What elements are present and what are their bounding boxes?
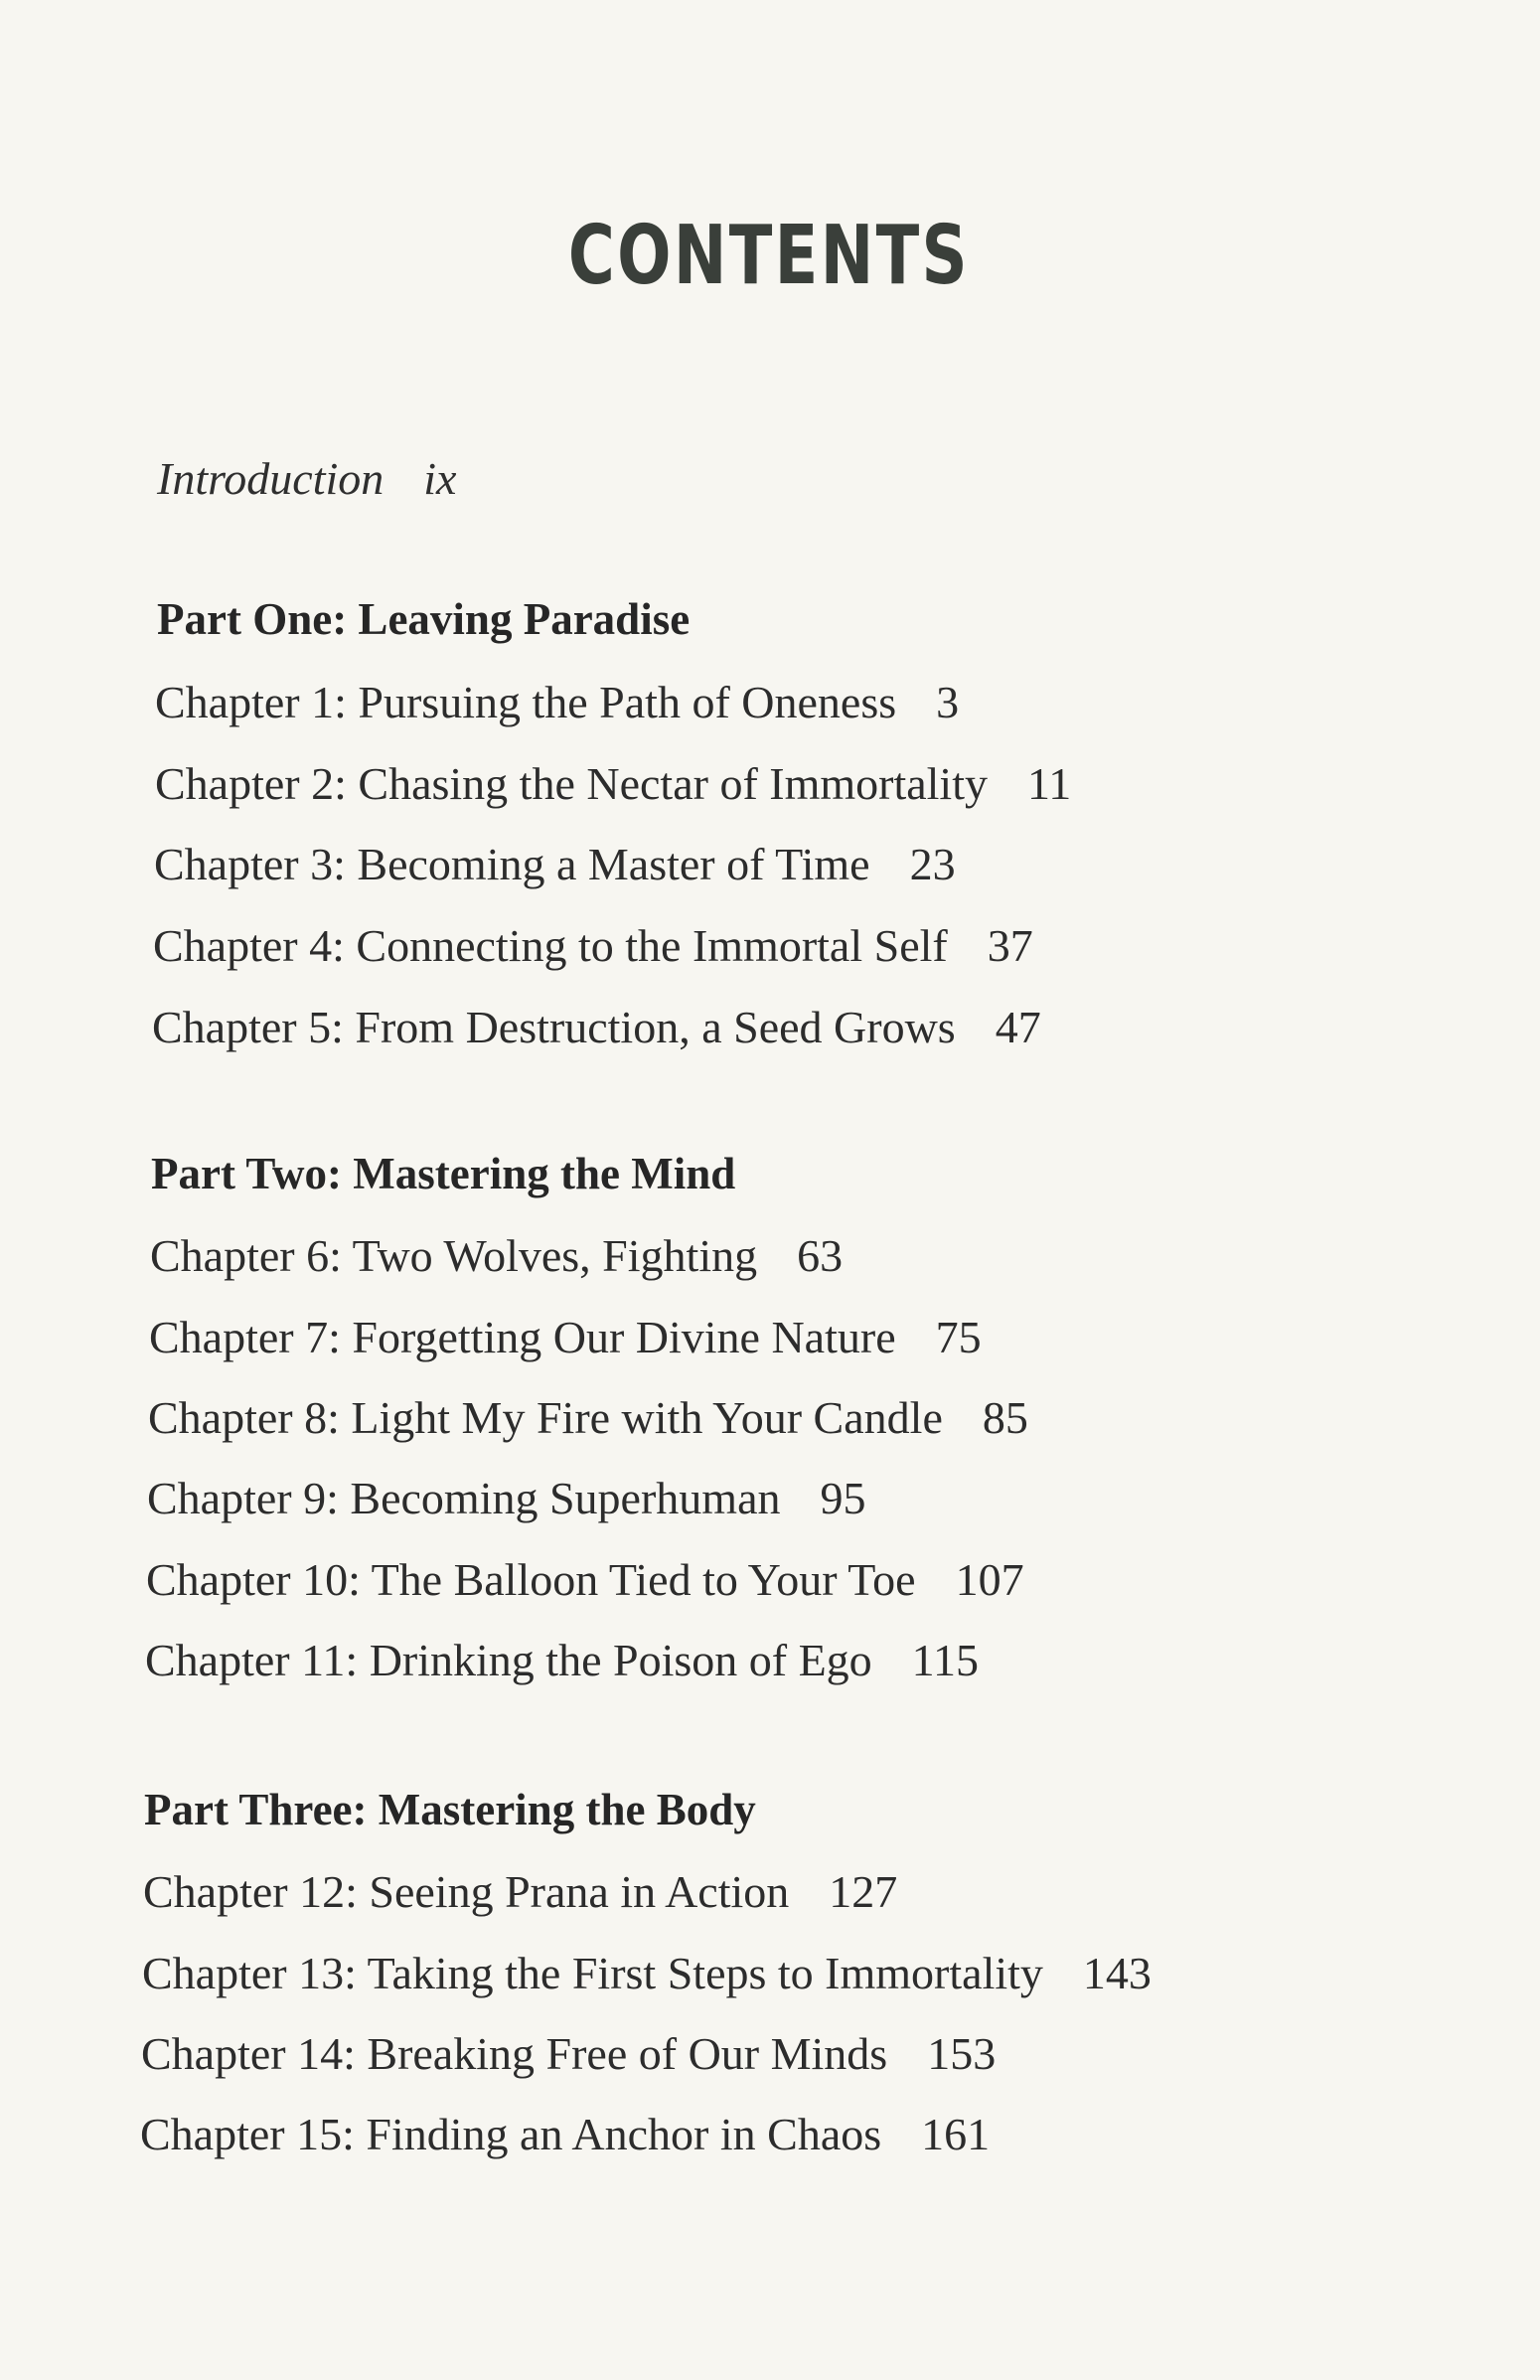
entry-page-number: 95 — [820, 1473, 866, 1523]
entry-label: Chapter 5: From Destruction, a Seed Grows — [152, 1002, 956, 1052]
entry-label: Chapter 4: Connecting to the Immortal Self — [153, 920, 948, 971]
toc-entry-chapter-2 — [155, 757, 1071, 810]
entry-page-number: 63 — [797, 1230, 844, 1281]
entry-label: Chapter 7: Forgetting Our Divine Nature — [149, 1312, 896, 1362]
entry-label: Chapter 3: Becoming a Master of Time — [154, 839, 870, 889]
entry-label: Chapter 8: Light My Fire with Your Candle — [148, 1392, 943, 1443]
toc-entry-chapter-8 — [148, 1391, 1028, 1444]
entry-page-number: 107 — [955, 1554, 1024, 1605]
entry-label: Chapter 13: Taking the First Steps to Immortality — [142, 1948, 1043, 1998]
page-title: CONTENTS — [567, 209, 970, 303]
toc-entry-chapter-7 — [149, 1311, 982, 1363]
entry-label: Chapter 2: Chasing the Nectar of Immortality — [155, 758, 988, 809]
entry-label: Introduction — [157, 453, 385, 504]
entry-page-number: 127 — [829, 1866, 898, 1917]
entry-label: Chapter 9: Becoming Superhuman — [147, 1473, 781, 1523]
entry-label: Chapter 6: Two Wolves, Fighting — [150, 1230, 758, 1281]
entry-page-number: 37 — [987, 920, 1033, 971]
entry-page-number: 11 — [1027, 758, 1072, 809]
entry-label: Chapter 14: Breaking Free of Our Minds — [141, 2028, 888, 2079]
entry-page-number: 75 — [935, 1312, 982, 1362]
toc-entry-introduction — [157, 452, 456, 505]
entry-page-number: 153 — [927, 2028, 997, 2079]
entry-label: Chapter 11: Drinking the Poison of Ego — [145, 1635, 872, 1685]
entry-label: Chapter 12: Seeing Prana in Action — [143, 1866, 790, 1917]
toc-entry-chapter-5 — [152, 1001, 1041, 1053]
entry-label: Chapter 1: Pursuing the Path of Oneness — [155, 677, 897, 727]
toc-entry-chapter-12 — [143, 1865, 897, 1918]
toc-entry-chapter-10 — [146, 1553, 1024, 1606]
toc-entry-chapter-13 — [142, 1947, 1152, 1999]
entry-page-number: ix — [423, 453, 457, 504]
toc-entry-chapter-14 — [141, 2027, 996, 2080]
entry-page-number: 3 — [936, 677, 960, 727]
entry-label: Chapter 15: Finding an Anchor in Chaos — [140, 2109, 882, 2159]
part-heading-three: Part Three: Mastering the Body — [144, 1785, 756, 1834]
entry-label: Chapter 10: The Balloon Tied to Your Toe — [146, 1554, 916, 1605]
toc-entry-chapter-3 — [154, 838, 956, 890]
toc-entry-chapter-9 — [147, 1472, 866, 1524]
entry-page-number: 143 — [1082, 1948, 1152, 1998]
entry-page-number: 161 — [921, 2109, 991, 2159]
entry-page-number: 47 — [995, 1002, 1041, 1052]
toc-entry-chapter-4 — [153, 919, 1033, 972]
entry-page-number: 23 — [909, 839, 956, 889]
entry-page-number: 115 — [911, 1635, 979, 1685]
part-heading-one: Part One: Leaving Paradise — [157, 594, 691, 644]
toc-entry-chapter-1 — [155, 676, 959, 728]
entry-page-number: 85 — [982, 1392, 1028, 1443]
toc-entry-chapter-6 — [150, 1229, 843, 1282]
part-heading-two: Part Two: Mastering the Mind — [151, 1149, 736, 1198]
toc-entry-chapter-11 — [145, 1634, 979, 1686]
toc-entry-chapter-15 — [140, 2108, 990, 2160]
